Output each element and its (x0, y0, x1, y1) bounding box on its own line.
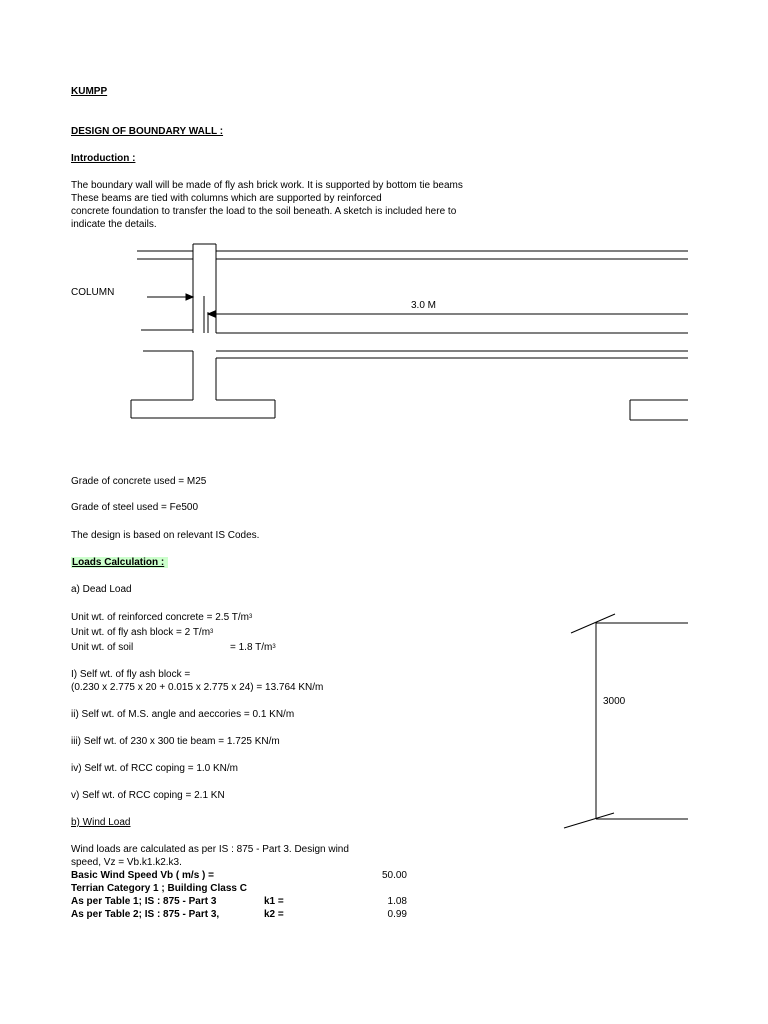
unit-weight-soil-text: = 1.8 T/m (230, 642, 273, 653)
k2-key: k2 = (264, 909, 284, 920)
k2-value: 0.99 (387, 909, 407, 920)
self-weight-fly-ash-calc: (0.230 x 2.775 x 20 + 0.015 x 2.775 x 24) = 13.764 KN/m (71, 682, 324, 693)
self-weight-tie-beam: iii) Self wt. of 230 x 300 tie beam = 1.725 KN/m (71, 736, 280, 747)
unit-weight-rc (71, 612, 252, 624)
steel-grade: Grade of steel used = Fe500 (71, 502, 199, 513)
table1-label: As per Table 1; IS : 875 - Part 3 (71, 896, 217, 907)
loads-heading (71, 557, 168, 569)
basic-wind-speed-label: Basic Wind Speed Vb ( m/s ) = (71, 870, 214, 881)
document-title: DESIGN OF BOUNDARY WALL : (71, 126, 224, 137)
wind-load-heading: b) Wind Load (71, 817, 131, 828)
unit-weight-soil-label: Unit wt. of soil (71, 642, 134, 653)
k1-key: k1 = (264, 896, 284, 907)
intro-line-4: indicate the details. (71, 219, 157, 230)
unit-weight-fly-ash-text: Unit wt. of fly ash block = 2 T/m (71, 627, 211, 638)
unit-weight-rc-exp: 3 (248, 614, 253, 620)
unit-weight-fly-ash-exp: 3 (210, 629, 214, 635)
intro-line-3: concrete foundation to transfer the load to the soil beneath. A sketch is included here to (71, 206, 457, 217)
codes-note: The design is based on relevant IS Codes. (71, 530, 260, 541)
height-dimension-label: 3000 (603, 696, 626, 707)
self-weight-ms-angle: ii) Self wt. of M.S. angle and aeccories = 0.1 KN/m (71, 709, 295, 720)
unit-weight-soil-value (230, 642, 276, 654)
column-label: COLUMN (71, 287, 115, 298)
unit-weight-fly-ash (71, 627, 213, 639)
concrete-grade: Grade of concrete used = M25 (71, 476, 207, 487)
loads-heading-text: Loads Calculation : (71, 557, 168, 568)
unit-weight-soil-exp: 3 (272, 644, 276, 650)
intro-line-2: These beams are tied with columns which are supported by reinforced (71, 193, 382, 204)
terrain-category: Terrian Category 1 ; Building Class C (71, 883, 247, 894)
self-weight-coping-2: v) Self wt. of RCC coping = 2.1 KN (71, 790, 225, 801)
wind-desc-line-1: Wind loads are calculated as per IS : 875 - Part 3. Design wind (71, 844, 349, 855)
company-name: KUMPP (71, 86, 108, 97)
self-weight-fly-ash: I) Self wt. of fly ash block = (71, 669, 191, 680)
self-weight-coping-1: iv) Self wt. of RCC coping = 1.0 KN/m (71, 763, 239, 774)
basic-wind-speed-value: 50.00 (381, 870, 407, 881)
wind-desc-line-2: speed, Vz = Vb.k1.k2.k3. (71, 857, 182, 868)
k1-value: 1.08 (387, 896, 407, 907)
unit-weight-rc-text: Unit wt. of reinforced concrete = 2.5 T/m (71, 612, 249, 623)
intro-heading: Introduction : (71, 153, 136, 164)
table2-label: As per Table 2; IS : 875 - Part 3, (71, 909, 220, 920)
dead-load-label: a) Dead Load (71, 584, 132, 595)
intro-line-1: The boundary wall will be made of fly ash brick work. It is supported by bottom tie beams (71, 180, 463, 191)
span-label: 3.0 M (411, 300, 437, 311)
